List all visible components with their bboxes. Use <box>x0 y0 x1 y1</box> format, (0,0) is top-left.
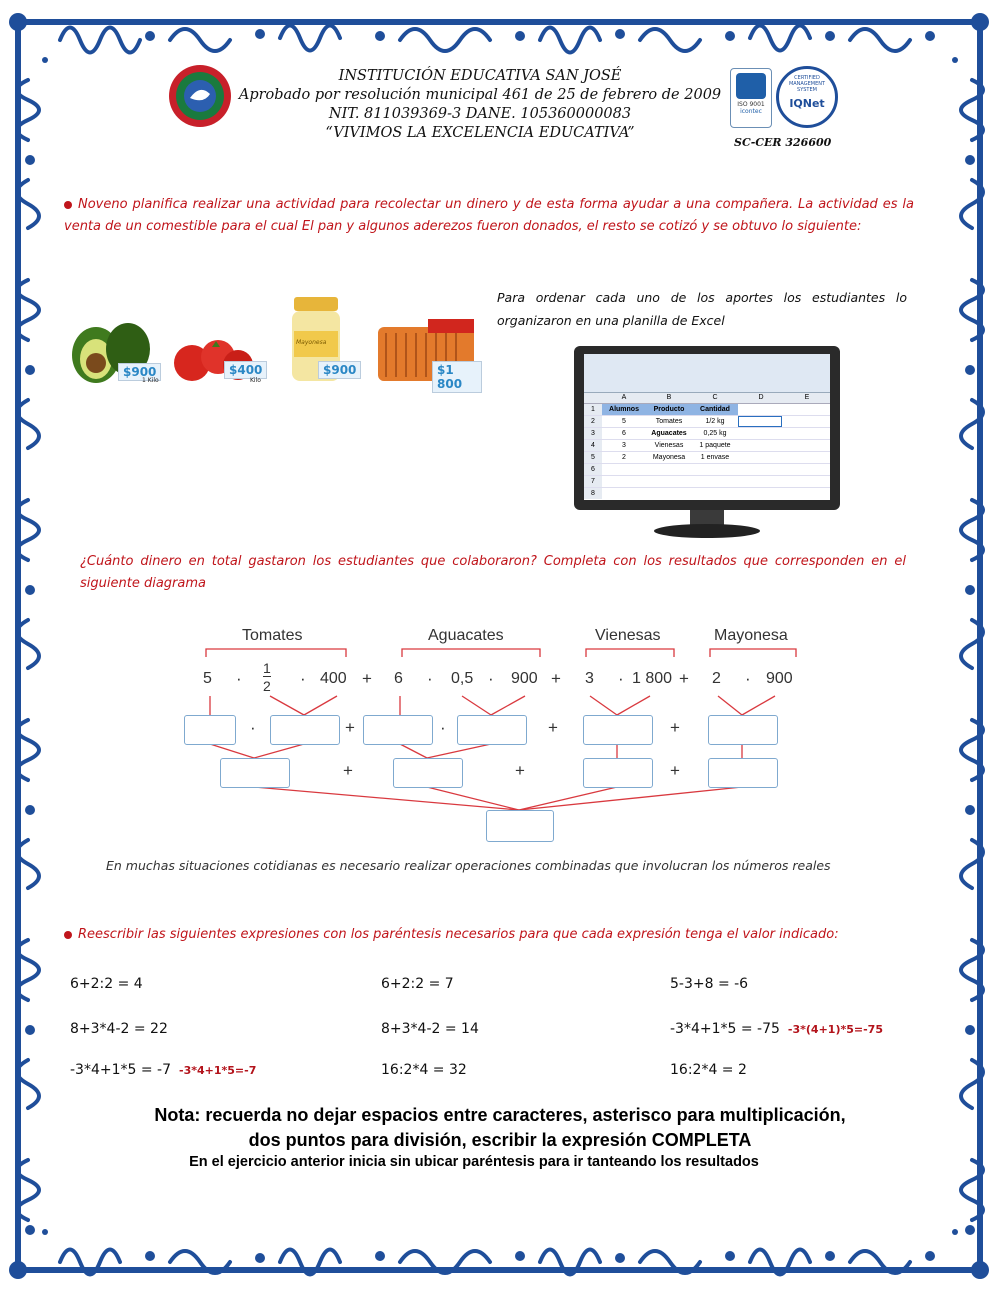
avocado-price-tag: $900 <box>118 363 161 381</box>
note-line-1: Nota: recuerda no dejar espacios entre caracteres, asterisco para multiplicación, <box>154 1105 846 1125</box>
expression-item: 6+2:2 = 4 <box>70 976 143 992</box>
group-label-tomates: Tomates <box>242 627 303 644</box>
table-row: 7 <box>584 476 830 488</box>
answer-box[interactable] <box>184 715 236 745</box>
table-row: 2 5 Tomates 1/2 kg <box>584 416 830 428</box>
answer-box[interactable] <box>457 715 527 745</box>
table-row: 3 6 Aguacates 0,25 kg <box>584 428 830 440</box>
product-images: $900 1 Kilo $400 Kilo Mayonesa $900 $1 800 <box>62 295 482 390</box>
expression-item: 8+3*4-2 = 22 <box>70 1021 168 1037</box>
note-line-2: dos puntos para división, escribir la expresión COMPLETA <box>248 1130 752 1150</box>
answer-box[interactable] <box>583 758 653 788</box>
expression-item: 16:2*4 = 32 <box>381 1062 467 1078</box>
institution-name: INSTITUCIÓN EDUCATIVA SAN JOSÉ <box>338 68 622 84</box>
student-answer[interactable]: -3*(4+1)*5=-75 <box>787 1023 883 1036</box>
instruction-text: Reescribir las siguientes expresiones con los paréntesis necesarios para que cada expresión tenga el valor indicado: <box>64 924 839 946</box>
sausages-price-tag: $1 800 <box>432 361 482 393</box>
answer-box[interactable] <box>583 715 653 745</box>
approval-line: Aprobado por resolución municipal 461 de 25 de febrero de 2009 <box>238 87 722 103</box>
mayonnaise-price-tag: $900 <box>318 361 361 379</box>
expression-item: 8+3*4-2 = 14 <box>381 1021 479 1037</box>
table-row: 5 2 Mayonesa 1 envase <box>584 452 830 464</box>
group-label-vienesas: Vienesas <box>595 627 661 644</box>
column-header-row: A B C D E <box>584 393 830 404</box>
table-row: 8 <box>584 488 830 499</box>
fraction-one-half: 1 2 <box>263 660 271 694</box>
table-row: 4 3 Vienesas 1 paquete <box>584 440 830 452</box>
student-answer[interactable]: -3*4+1*5=-7 <box>179 1064 257 1077</box>
answer-box[interactable] <box>393 758 463 788</box>
expression-item: -3*4+1*5 = -7 -3*4+1*5=-7 <box>70 1062 257 1078</box>
expression-item: 6+2:2 = 7 <box>381 976 454 992</box>
iso-certification-logo: ISO 9001 icontec <box>730 68 772 128</box>
answer-box[interactable] <box>363 715 433 745</box>
bullet-icon <box>64 931 72 939</box>
answer-box[interactable] <box>708 758 778 788</box>
tomato-price-tag: $400 <box>224 361 267 379</box>
group-label-aguacates: Aguacates <box>428 627 504 644</box>
iqnet-certification-logo: CERTIFIED MANAGEMENT SYSTEM IQNet <box>776 66 838 128</box>
cert-code: SC-CER 326600 <box>734 136 832 149</box>
reflection-text: En muchas situaciones cotidianas es necesario realizar operaciones combinadas que involucran los números reales <box>106 858 831 873</box>
group-label-mayonesa: Mayonesa <box>714 627 788 644</box>
excel-intro-text: Para ordenar cada uno de los aportes los estudiantes lo organizaron en una planilla de Excel <box>497 290 907 328</box>
expression-item: 5-3+8 = -6 <box>670 976 749 992</box>
note-line-3: En el ejercicio anterior inicia sin ubicar paréntesis para ir tanteando los resultados <box>189 1154 759 1170</box>
answer-box[interactable] <box>220 758 290 788</box>
table-row: 1 Alumnos Producto Cantidad <box>584 404 830 416</box>
nit-line: NIT. 811039369-3 DANE. 105360000083 <box>328 106 632 122</box>
answer-box[interactable] <box>708 715 778 745</box>
intro-paragraph: Noveno planifica realizar una actividad para recolectar un dinero y de esta forma ayudar a una compañera. La actividad es la venta de un comestible para el cual El pan y algunos aderezos fueron donados, el resto se cotizó y se obtuvo lo siguiente: <box>64 197 914 234</box>
expression-item: -3*4+1*5 = -75 -3*(4+1)*5=-75 <box>670 1021 883 1037</box>
answer-box[interactable] <box>270 715 340 745</box>
expression-item: 16:2*4 = 2 <box>670 1062 747 1078</box>
question-text: ¿Cuánto dinero en total gastaron los estudiantes que colaboraron? Completa con los resultados que corresponden en el siguiente diagrama <box>80 554 906 591</box>
table-row: 6 <box>584 464 830 476</box>
total-answer-box[interactable] <box>486 810 554 842</box>
motto: “VIVIMOS LA EXCELENCIA EDUCATIVA” <box>325 125 635 141</box>
